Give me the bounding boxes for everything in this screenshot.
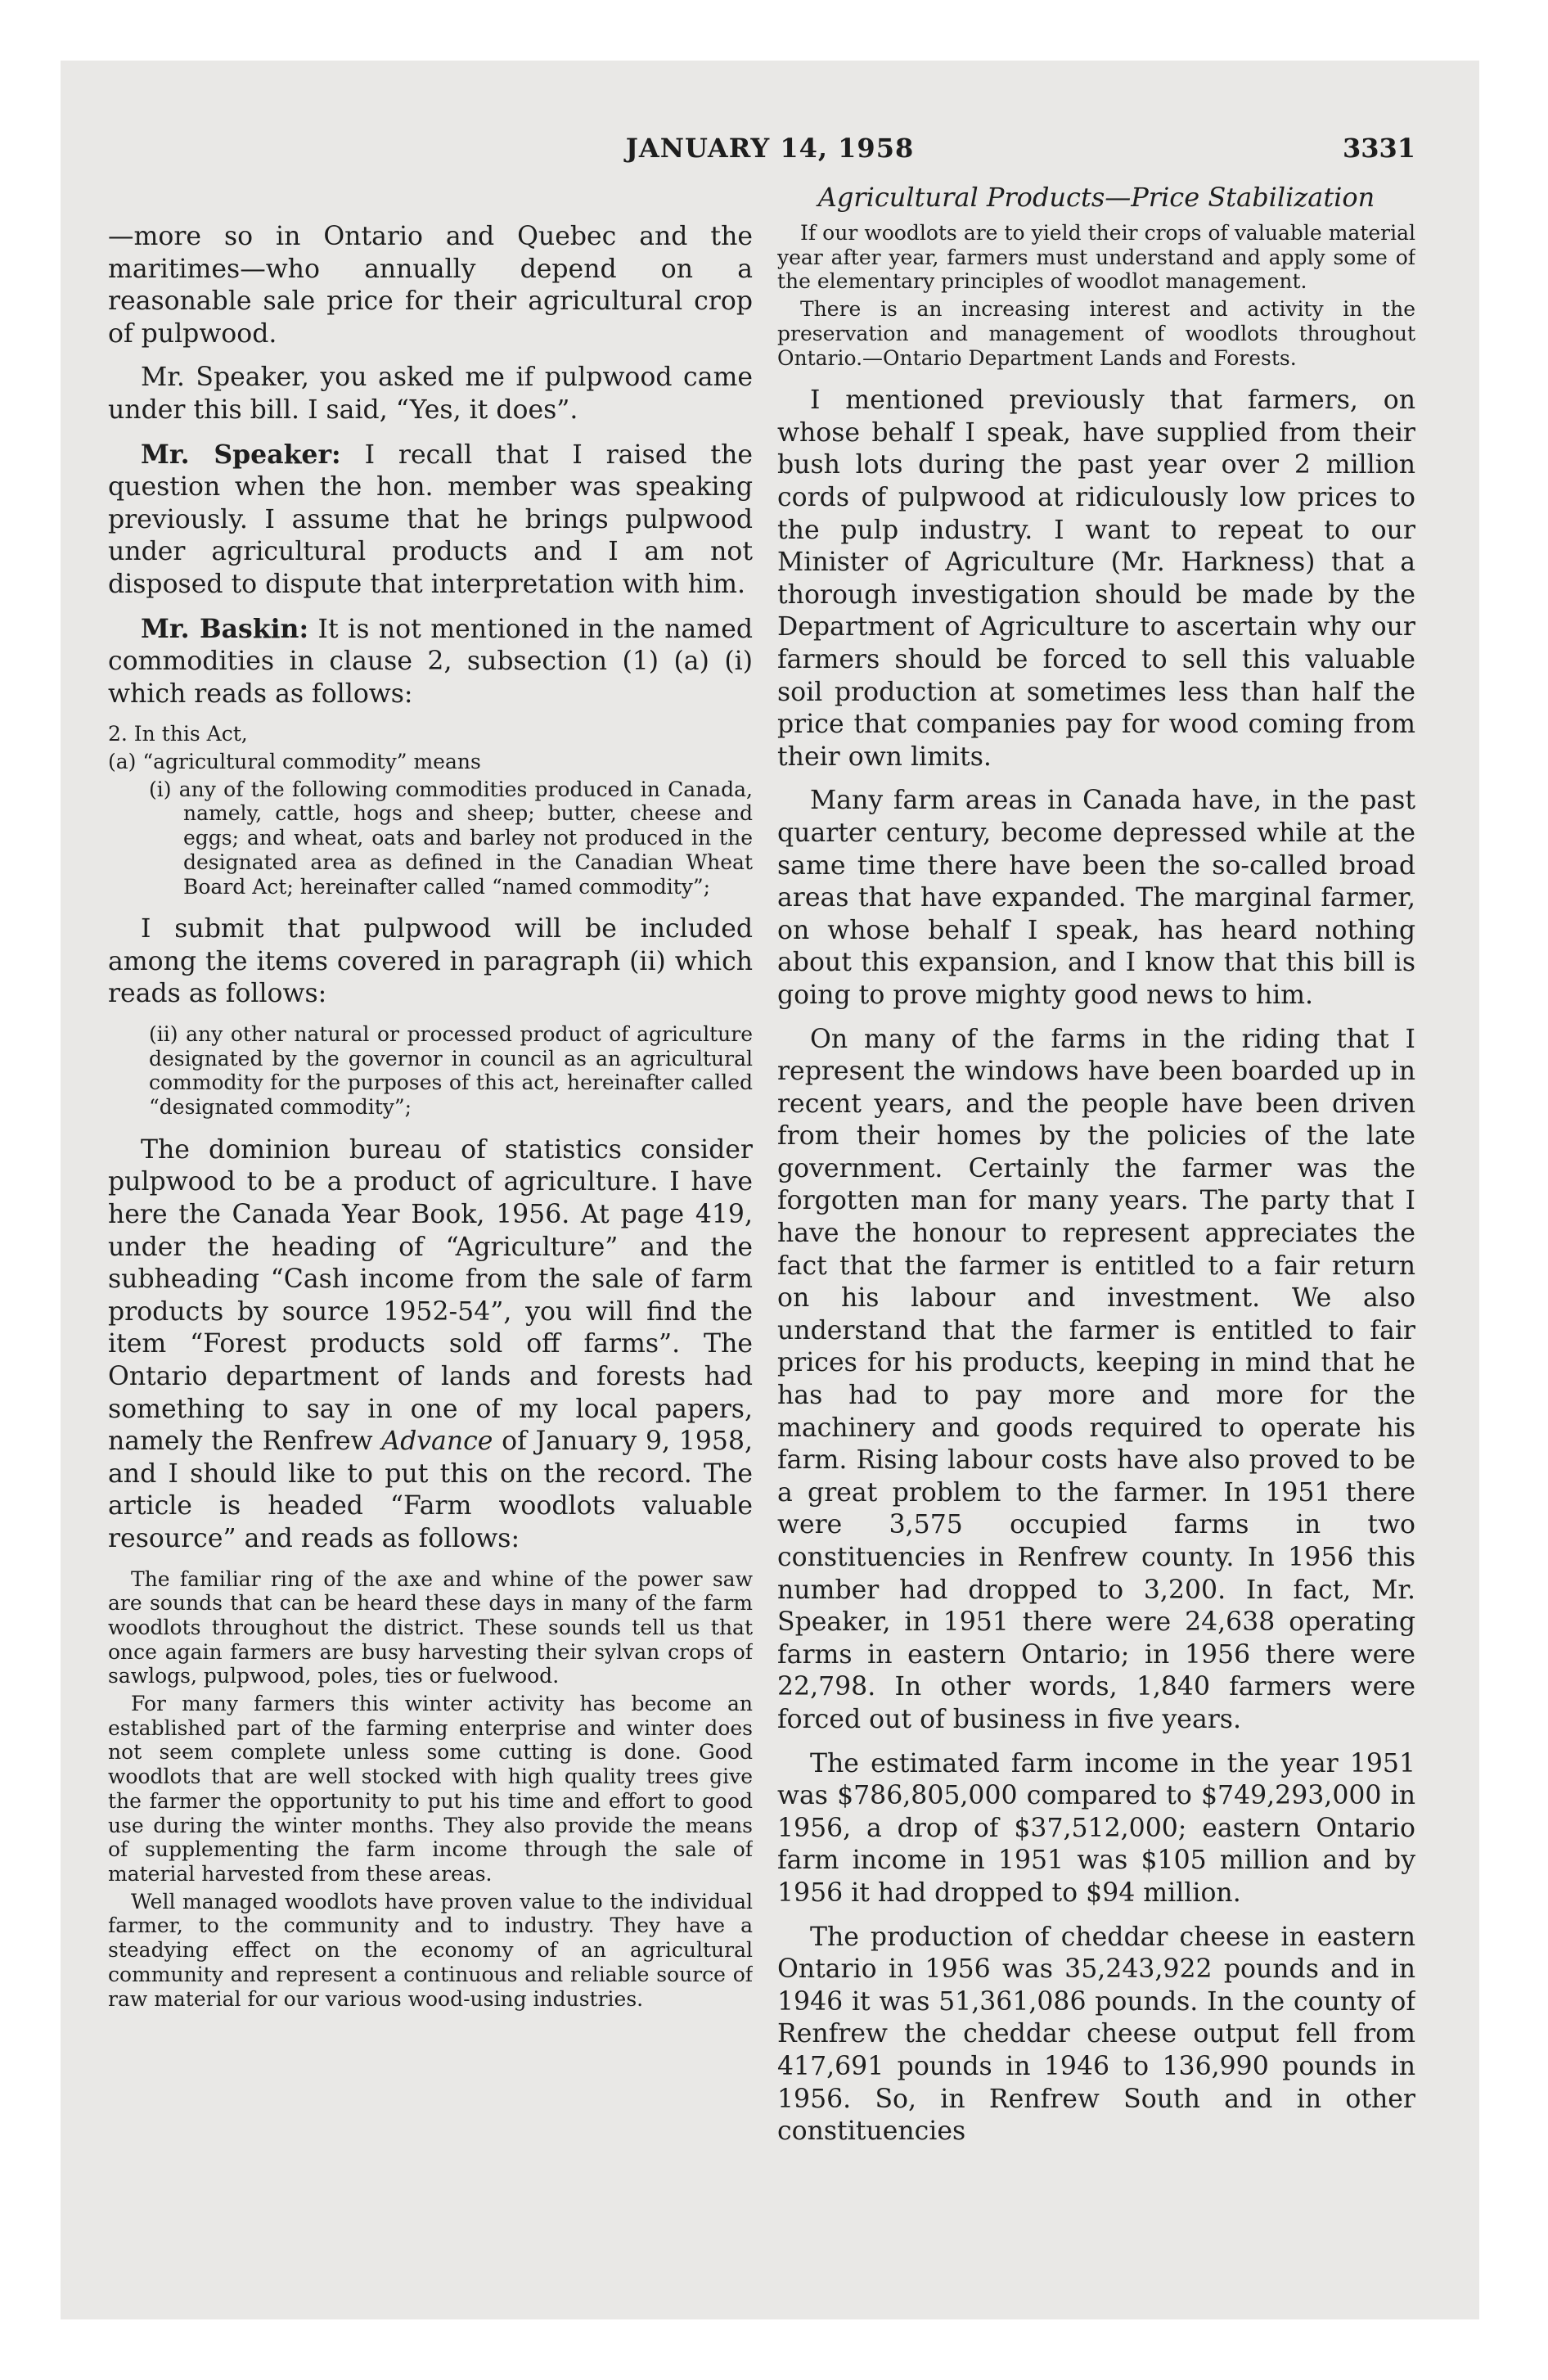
page-number: 3331 — [1342, 133, 1415, 164]
quoted-article: If our woodlots are to yield their crops of valuable material year after year, farmers must understand and apply some of the elementary principles of woodlot management. — [777, 221, 1415, 294]
paragraph: The production of cheddar cheese in eastern Ontario in 1956 was 35,243,922 pounds and in 1946 it was 51,361,086 pounds. In the county of Renfrew the cheddar cheese output fell from 417,691 pounds in 1946 to 136,990 pounds in 1956. So, in Renfrew South and in other constituencies — [777, 1922, 1415, 2147]
paragraph: —more so in Ontario and Quebec and the maritimes—who annually depend on a reasonable sale price for their agricultural crop of pulpwood. — [108, 222, 753, 349]
newspaper-name: Advance — [381, 1427, 493, 1457]
quoted-article: There is an increasing interest and activity in the preservation and management of woodlots throughout Ontario.—Ontario Department Lands and Forests. — [777, 297, 1415, 370]
paragraph-text: The dominion bureau of statistics consider pulpwood to be a product of agriculture. I have here the Canada Year Book, 1956. At page 419, under the heading of “Agriculture” and the subheading “Cash income from the sale of farm products by source 1952-54”, you will find the item “Forest products sold off farms”. The Ontario department of lands and forests had something to say in one of my local papers, namely the Renfrew — [108, 1134, 753, 1457]
paragraph: On many of the farms in the riding that I represent the windows have been boarded up in recent years, and the people have been driven from their homes by the policies of the late government. Certainly the farmer was the forgotten man for many years. The party that I have the honour to represent appreciates the fact that the farmer is entitled to a fair return on his labour and investment. We also understand that the farmer is entitled to fair prices for his products, keeping in mind that he has had to pay more and more for the machinery and goods required to operate his farm. Rising labour costs have also proved to be a great problem to the farmer. In 1951 there were 3,575 occupied farms in two constituencies in Renfrew county. In 1956 this number had dropped to 3,200. In fact, Mr. Speaker, in 1951 there were 24,638 operating farms in eastern Ontario; in 1956 there were 22,798. In other words, 1,840 farmers were forced out of business in five years. — [777, 1024, 1415, 1734]
quoted-article: For many farmers this winter activity has become an established part of the farming enterprise and winter does not seem complete unless some cutting is done. Good woodlots that are well stocked with high quality trees give the farmer the opportunity to put his time and effort to good use during the winter months. They also provide the means of supplementing the farm income through the sale of material harvested from these areas. — [108, 1692, 753, 1886]
paragraph — [108, 1134, 753, 1556]
paragraph — [108, 439, 753, 602]
quoted-article: The familiar ring of the axe and whine of the power saw are sounds that can be heard these days in many of the farm woodlots throughout the district. These sounds tell us that once again farmers are busy harvesting their sylvan crops of sawlogs, pulpwood, poles, ties or fuelwood. — [108, 1566, 753, 1688]
running-subheading: Agricultural Products—Price Stabilization — [817, 182, 1375, 213]
page-header — [61, 133, 1479, 174]
page — [61, 61, 1479, 2319]
speech-text: I recall that I raised the question when the hon. member was speaking previously. I assume that he brings pulpwood under agricultural products and I am not disposed to dispute that interpretation with him. — [108, 439, 753, 599]
speaker-name: Mr. Baskin: — [141, 613, 309, 644]
quoted-clause: (i) any of the following commodities produced in Canada, namely, cattle, hogs and sheep; butter, cheese and eggs; and wheat, oats and barley not produced in the designated area as defined in the Canadian Wheat Board Act; hereinafter called “named commodity”; — [149, 777, 753, 899]
paragraph: I mentioned previously that farmers, on whose behalf I speak, have supplied from their bush lots during the past year over 2 million cords of pulpwood at ridiculously low prices to the pulp industry. I want to repeat to our Minister of Agriculture (Mr. Harkness) that a thorough investigation should be made by the Department of Agriculture to ascertain why our farmers should be forced to sell this valuable soil production at sometimes less than half the price that companies pay for wood coming from their own limits. — [777, 385, 1415, 772]
quoted-article: Well managed woodlots have proven value to the individual farmer, to the community and to industry. They have a steadying effect on the economy of an agricultural community and represent a continuous and reliable source of raw material for our various wood-using industries. — [108, 1889, 753, 2011]
quoted-clause: 2. In this Act, — [108, 722, 248, 746]
paragraph: Mr. Speaker, you asked me if pulpwood came under this bill. I said, “Yes, it does”. — [108, 363, 753, 425]
paragraph: Many farm areas in Canada have, in the past quarter century, become depressed while at the same time there have been the so-called broad areas that have expanded. The marginal farmer, on whose behalf I speak, has heard nothing about this expansion, and I know that this bill is going to prove mighty good news to him. — [777, 786, 1415, 1010]
quoted-clause: (ii) any other natural or processed product of agriculture designated by the governor in council as an agricultural commodity for the purposes of this act, hereinafter called “designated commodity”; — [149, 1022, 753, 1120]
paragraph: The estimated farm income in the year 1951 was $786,805,000 compared to $749,293,000 in 1956, a drop of $37,512,000; eastern Ontario farm income in 1951 was $105 million and by 1956 it had dropped to $94 million. — [777, 1748, 1415, 1908]
speaker-name: Mr. Speaker: — [141, 439, 341, 470]
paragraph: I submit that pulpwood will be included among the items covered in paragraph (ii) which reads as follows: — [108, 914, 753, 1009]
speech-text: It is not mentioned in the named commodities in clause 2, subsection (1) (a) (i) which reads as follows: — [108, 614, 753, 709]
paragraph — [108, 613, 753, 711]
quoted-clause: (a) “agricultural commodity” means — [108, 750, 481, 774]
paragraph-text: of January 9, 1958, and I should like to put this on the record. The article is headed “Farm woodlots valuable resource” and reads as follows: — [108, 1427, 753, 1553]
page-date: JANUARY 14, 1958 — [625, 133, 915, 164]
left-column — [108, 221, 753, 2251]
right-column — [777, 221, 1415, 2251]
